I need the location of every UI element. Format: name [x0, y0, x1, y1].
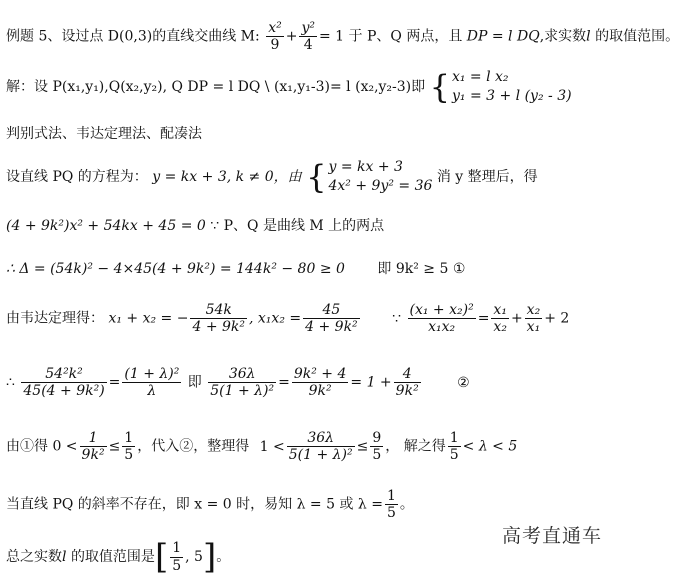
equation-two: ∴ $\frac{\text{54²k²}}{\text{45(4 + 9k²)}}$ = $\frac{\text{(1 + λ)²}}{\lambda}$ 即 $\frac{36\lambda}{\text{5(1 + λ)²}}$ = $\frac{\text{9k² + 4}}{\text{9k²}}$ = 1 + $\frac{4}{\text{9k²}}$ ②	[6, 366, 470, 400]
vector-equation: DP = l DQ	[466, 28, 540, 45]
system-brace: {	[429, 67, 450, 106]
problem-prefix: 例题 5、设过点 D(0,3)的直线交曲线 M:	[6, 28, 260, 45]
vieta-formulas: 由韦达定理得： x₁ + x₂ = − $\frac{54k}{\text{4 + 9k²}}$ , x₁x₂ = $\frac{45}{\text{4 + 9k²}}$ ∵ $\frac{\text{(x₁ + x₂)²}}{\text{x₁x₂}}$ = $\frac{\text{x₁}}{\text{x₂}}$ + $\frac{\text{x₂}}{\text{x₁}}$ + 2	[6, 302, 570, 336]
line-curve-system: y = kx + 3 4x² + 9y² = 36	[328, 159, 433, 194]
conclusion: 总之实数l 的取值范围是[ $\frac{1}{5}$ , 5]。	[6, 537, 231, 577]
method-list: 判别式法、韦达定理法、配凑法	[6, 126, 202, 142]
discriminant: ∴ Δ = (54k)² − 4×45(4 + 9k²) = 144k² − 80 ≥ 0 即 9k² ≥ 5 ①	[6, 261, 466, 277]
vector-system: x₁ = l x₂ y₁ = 3 + l (y₂ - 3)	[451, 69, 572, 104]
vertical-case: 当直线 PQ 的斜率不存在，即 x = 0 时，易知 λ = 5 或 λ = $\frac{1}{5}$ 。	[6, 488, 414, 522]
quadratic-equation: (4 + 9k²)x² + 54kx + 45 = 0 ∵ P、Q 是曲线 M 上的两点	[6, 218, 385, 234]
curve-y-fraction: $\frac{\text{y²}}{4}$	[301, 20, 315, 54]
solution-intro: 解：设 P(x₁,y₁),Q(x₂,y₂), Q DP = l DQ \ (x₁,y₁-3)= l (x₂,y₂-3)即 { x₁ = l x₂ y₁ = 3 + l (y₂ - 3)	[6, 67, 572, 106]
watermark: 高考直通车	[502, 525, 603, 547]
line-pq-setup: 设直线 PQ 的方程为： y = kx + 3, k ≠ 0，由 { y = kx + 3 4x² + 9y² = 36 消 y 整理后，得	[6, 157, 538, 196]
inequality-derivation: 由①得 0 < $\frac{1}{\text{9k²}}$ ≤ $\frac{1}{5}$ ，代入②，整理得 1 < $\frac{36\lambda}{\text{5(1 + λ)²}}$ ≤ $\frac{9}{5}$ ， 解之得 $\frac{1}{5}$ < λ < 5	[6, 430, 518, 464]
curve-x-fraction: $\frac{\text{x²}}{9}$	[268, 20, 282, 54]
problem-statement: 例题 5、设过点 D(0,3)的直线交曲线 M: $\frac{\text{x²}}{9}$ + $\frac{\text{y²}}{4}$ = 1 于 P、Q 两点，且 DP = l DQ,求实数l 的取值范围。	[6, 20, 679, 54]
